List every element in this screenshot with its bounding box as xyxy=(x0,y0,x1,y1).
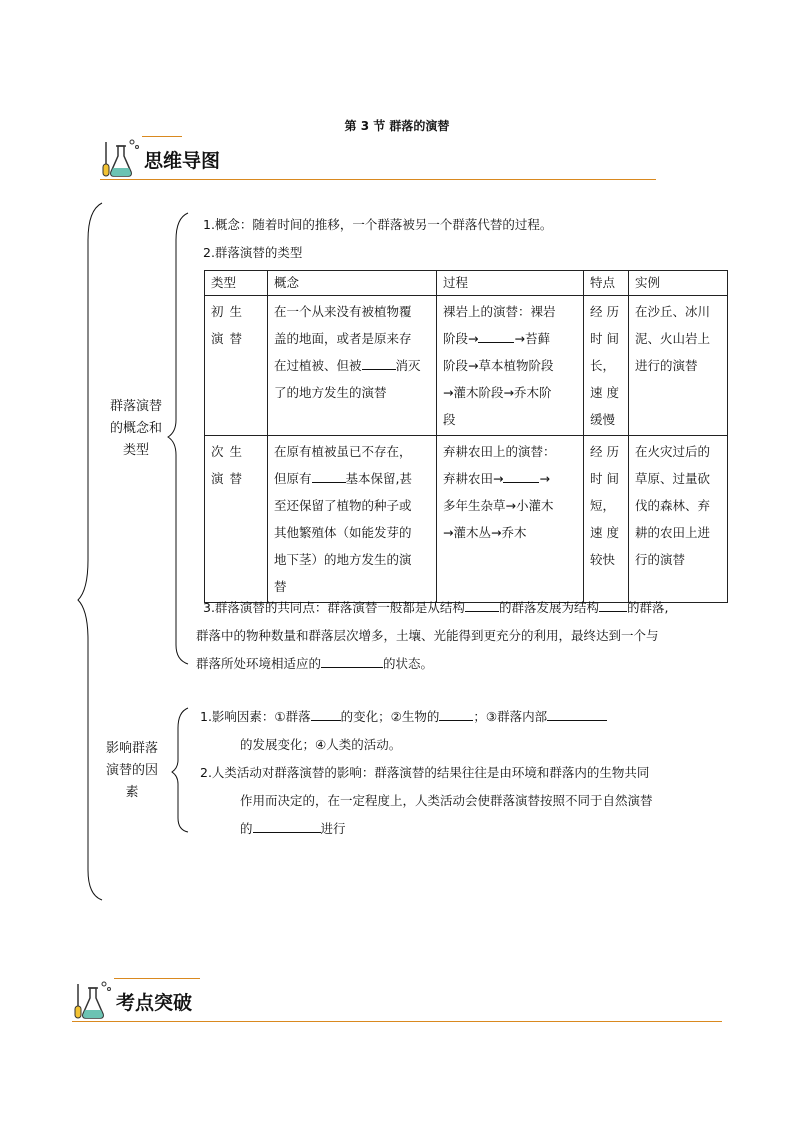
human-impact-line: 的 进行 xyxy=(240,815,346,843)
fill-blank[interactable] xyxy=(465,597,499,612)
concept-line: 盖的地面，或者是原来存 xyxy=(274,331,412,346)
common-points-line: 群落所处环境相适应的 的状态。 xyxy=(196,650,433,678)
feature-line: 长， xyxy=(590,358,616,373)
example-line: 在火灾过后的 xyxy=(635,444,711,459)
fill-blank[interactable] xyxy=(362,355,396,370)
section-heading: 思维导图 xyxy=(144,150,221,172)
cell-concept xyxy=(268,296,437,436)
factors-line: 1.影响因素：①群落 的变化；②生物的 ；③群落内部 xyxy=(200,703,607,731)
group-label-text: 影响群落演替的因素 xyxy=(106,741,159,800)
fill-blank[interactable] xyxy=(253,818,321,833)
fill-blank[interactable] xyxy=(312,468,346,483)
fill-blank[interactable] xyxy=(321,653,383,668)
process-line: 阶段→ →苔藓 xyxy=(443,325,577,352)
process-line: 弃耕农田→ → xyxy=(443,465,577,492)
fill-blank[interactable] xyxy=(547,706,607,721)
fill-blank[interactable] xyxy=(439,706,473,721)
example-line: 在沙丘、冰川 xyxy=(635,304,711,319)
feature-line: 时 间 xyxy=(590,471,619,486)
human-impact-line: 作用而决定的，在一定程度上，人类活动会使群落演替按照不同于自然演替 xyxy=(240,793,653,808)
header-type: 类型 xyxy=(205,271,268,296)
process-line: 多年生杂草→小灌木 xyxy=(443,498,554,513)
fill-blank[interactable] xyxy=(599,597,627,612)
group-label-factors xyxy=(106,738,162,804)
common-points-line: 群落中的物种数量和群落层次增多，土壤、光能得到更充分的利用，最终达到一个与 xyxy=(196,628,659,643)
feature-line: 时 间 xyxy=(590,331,619,346)
table-header-row xyxy=(205,271,728,296)
lab-flask-icon xyxy=(74,980,114,1022)
concept-line: 至还保留了植物的种子或 xyxy=(274,498,412,513)
example-line: 伐的森林、弃 xyxy=(635,498,711,513)
type-name: 初生演替 xyxy=(211,304,249,346)
example-line: 行的演替 xyxy=(635,552,686,567)
cell-concept xyxy=(268,436,437,603)
feature-line: 速 度 xyxy=(590,385,619,400)
concept-definition: 1.概念：随着时间的推移，一个群落被另一个群落代替的过程。 xyxy=(203,217,553,232)
concept-line: 但原有 基本保留,甚 xyxy=(274,465,430,492)
concept-line: 替 xyxy=(274,579,287,594)
example-line: 进行的演替 xyxy=(635,358,698,373)
types-heading: 2.群落演替的类型 xyxy=(203,245,303,260)
process-line: 弃耕农田上的演替： xyxy=(443,444,556,459)
fill-blank[interactable] xyxy=(311,706,341,721)
succession-types-table xyxy=(204,270,728,603)
cell-type xyxy=(205,436,268,603)
feature-line: 速 度 xyxy=(590,525,619,540)
header-concept: 概念 xyxy=(268,271,437,296)
process-line: 阶段→草本植物阶段 xyxy=(443,358,554,373)
header-example: 实例 xyxy=(629,271,728,296)
concept-line: 在原有植被虽已不存在， xyxy=(274,444,412,459)
process-line: →灌木阶段→乔木阶 xyxy=(443,385,552,400)
process-line: 裸岩上的演替：裸岩 xyxy=(443,304,556,319)
fill-blank[interactable] xyxy=(503,468,539,483)
cell-feature xyxy=(584,436,629,603)
example-line: 耕的农田上进 xyxy=(635,525,711,540)
concept-line: 在一个从来没有被植物覆 xyxy=(274,304,412,319)
process-line: →灌木丛→乔木 xyxy=(443,525,527,540)
cell-feature xyxy=(584,296,629,436)
cell-example xyxy=(629,436,728,603)
feature-line: 短， xyxy=(590,498,616,513)
human-impact-line: 2.人类活动对群落演替的影响：群落演替的结果往往是由环境和群落内的生物共同 xyxy=(200,765,650,780)
cell-type xyxy=(205,296,268,436)
table-row xyxy=(205,436,728,603)
section-heading: 考点突破 xyxy=(116,992,193,1014)
feature-line: 缓慢 xyxy=(590,412,616,427)
concept-line: 地下茎）的地方发生的演 xyxy=(274,552,412,567)
process-line: 段 xyxy=(443,412,456,427)
feature-line: 经 历 xyxy=(590,444,619,459)
section-header-key-points xyxy=(72,978,722,1022)
table-row xyxy=(205,296,728,436)
example-line: 泥、火山岩上 xyxy=(635,331,711,346)
factors-line: 的发展变化；④人类的活动。 xyxy=(240,737,402,752)
common-points-line: 3.群落演替的共同点：群落演替一般都是从结构 的群落发展为结构 的群落, xyxy=(203,594,668,622)
type-name: 次生演替 xyxy=(211,444,249,486)
concept-line: 其他繁殖体（如能发芽的 xyxy=(274,525,412,540)
concept-line: 了的地方发生的演替 xyxy=(274,385,387,400)
cell-example xyxy=(629,296,728,436)
page-title: 第 3 节 群落的演替 xyxy=(344,119,450,133)
fill-blank[interactable] xyxy=(478,328,514,343)
cell-process xyxy=(437,296,584,436)
concept-line: 在过植被、但被 消灭 xyxy=(274,352,430,379)
group-label-text: 群落演替的概念和类型 xyxy=(109,399,162,458)
header-feature: 特点 xyxy=(584,271,629,296)
cell-process xyxy=(437,436,584,603)
group-label-concept-types xyxy=(108,396,168,462)
example-line: 草原、过量砍 xyxy=(635,471,711,486)
feature-line: 经 历 xyxy=(590,304,619,319)
header-process: 过程 xyxy=(437,271,584,296)
feature-line: 较快 xyxy=(590,552,616,567)
